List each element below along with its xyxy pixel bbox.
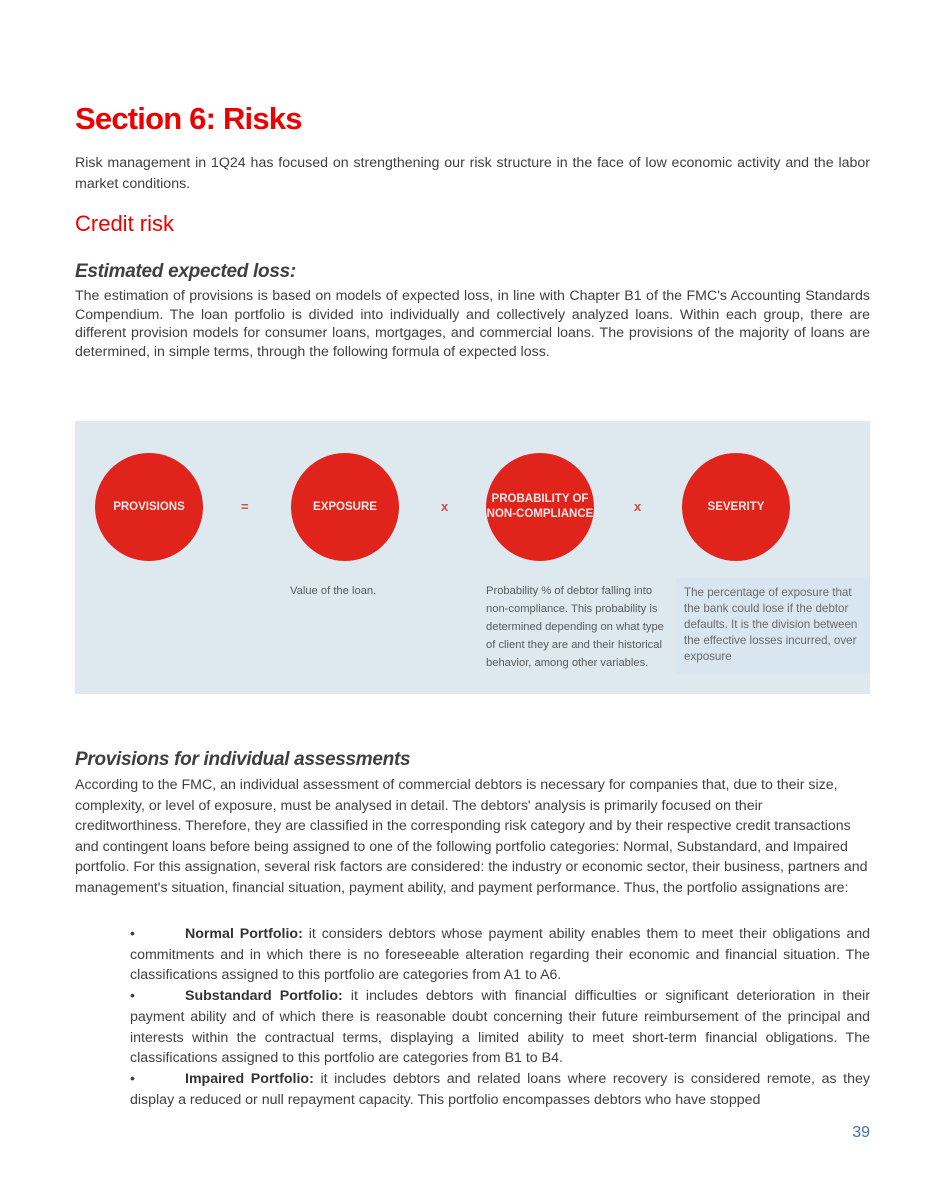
list-item bbox=[130, 986, 870, 1069]
list-item bbox=[130, 1069, 870, 1110]
expected-loss-formula-diagram bbox=[75, 421, 870, 694]
bullet-icon: • bbox=[130, 926, 135, 942]
page-number: 39 bbox=[852, 1124, 870, 1141]
bullet-term: Normal Portfolio: bbox=[185, 926, 303, 942]
probability-of-non-compliance-label: PROBABILITY OF NON-COMPLIANCE bbox=[486, 493, 594, 520]
section-title: Section 6: Risks bbox=[75, 101, 302, 136]
list-item bbox=[130, 924, 870, 986]
provisions-label: PROVISIONS bbox=[113, 500, 185, 513]
provisions-circle bbox=[95, 453, 203, 561]
multiply-operator: x bbox=[441, 499, 449, 514]
probability-caption: Probability % of debtor falling into non-compliance. This probability is determined depending on what type of client they are and their historical behavior, among other variables. bbox=[486, 585, 664, 669]
bullet-icon: • bbox=[130, 1070, 135, 1087]
bullet-text: it includes debtors and related loans where recovery is considered remote, as they display a reduced or null repayment capacity. This portfolio encompasses debtors who have stopped bbox=[130, 1070, 870, 1108]
individual-assessments-paragraph: According to the FMC, an individual assessment of commercial debtors is necessary for companies that, due to their size, complexity, or level of exposure, must be analysed in detail. The debtors' analysis is primarily focused on their creditworthiness. Therefore, they are classified in the corresponding risk category and by their respective credit transactions and contingent loans before being assigned to one of the following portfolio categories: Normal, Substandard, and Impaired portfolio. For this assignation, several risk factors are considered: the industry or economic sector, their business, partners and management's situation, financial situation, payment ability, and payment performance. Thus, the portfolio assignations are: bbox=[75, 777, 868, 896]
multiply-operator: x bbox=[634, 499, 642, 514]
bullet-term: Substandard Portfolio: bbox=[185, 988, 343, 1005]
portfolio-bullet-list bbox=[130, 924, 870, 1110]
section-intro: Risk management in 1Q24 has focused on strengthening our risk structure in the face of low economic activity and the labor market conditions. bbox=[75, 155, 870, 192]
exposure-label: EXPOSURE bbox=[313, 500, 377, 513]
estimated-expected-loss-heading: Estimated expected loss: bbox=[75, 261, 296, 282]
severity-caption: The percentage of exposure that the bank could lose if the debtor defaults. It is the division between the effective losses incurred, over exposure bbox=[684, 586, 858, 663]
bullet-text: it considers debtors whose payment ability enables them to meet their obligations and commitments and in which there is no foreseeable alteration regarding their economic and financial situation. The classifications assigned to this portfolio are categories from A1 to A6. bbox=[130, 926, 870, 984]
bullet-icon: • bbox=[130, 988, 135, 1005]
individual-assessments-heading: Provisions for individual assessments bbox=[75, 749, 411, 770]
credit-risk-heading: Credit risk bbox=[75, 211, 175, 236]
severity-label: SEVERITY bbox=[707, 500, 765, 513]
bullet-text: it includes debtors with financial difficulties or significant deterioration in their payment ability and of which there is reasonable doubt concerning their future reimbursement of the principal and interests within the contractual terms, displaying a limited ability to meet short-term financial obligations. The classifications assigned to this portfolio are categories from B1 to B4. bbox=[130, 988, 870, 1067]
estimated-expected-loss-paragraph: The estimation of provisions is based on models of expected loss, in line with Chapter B1 of the FMC's Accounting Standards Compendium. The loan portfolio is divided into individually and collectively analyzed loans. Within each group, there are different provision models for consumer loans, mortgages, and commercial loans. The provisions of the majority of loans are determined, in simple terms, through the following formula of expected loss. bbox=[75, 288, 870, 360]
equals-operator: = bbox=[241, 499, 249, 514]
bullet-term: Impaired Portfolio: bbox=[185, 1070, 314, 1087]
severity-circle bbox=[682, 453, 790, 561]
exposure-circle bbox=[291, 453, 399, 561]
probability-of-non-compliance-circle bbox=[486, 453, 594, 561]
exposure-caption: Value of the loan. bbox=[290, 585, 377, 597]
